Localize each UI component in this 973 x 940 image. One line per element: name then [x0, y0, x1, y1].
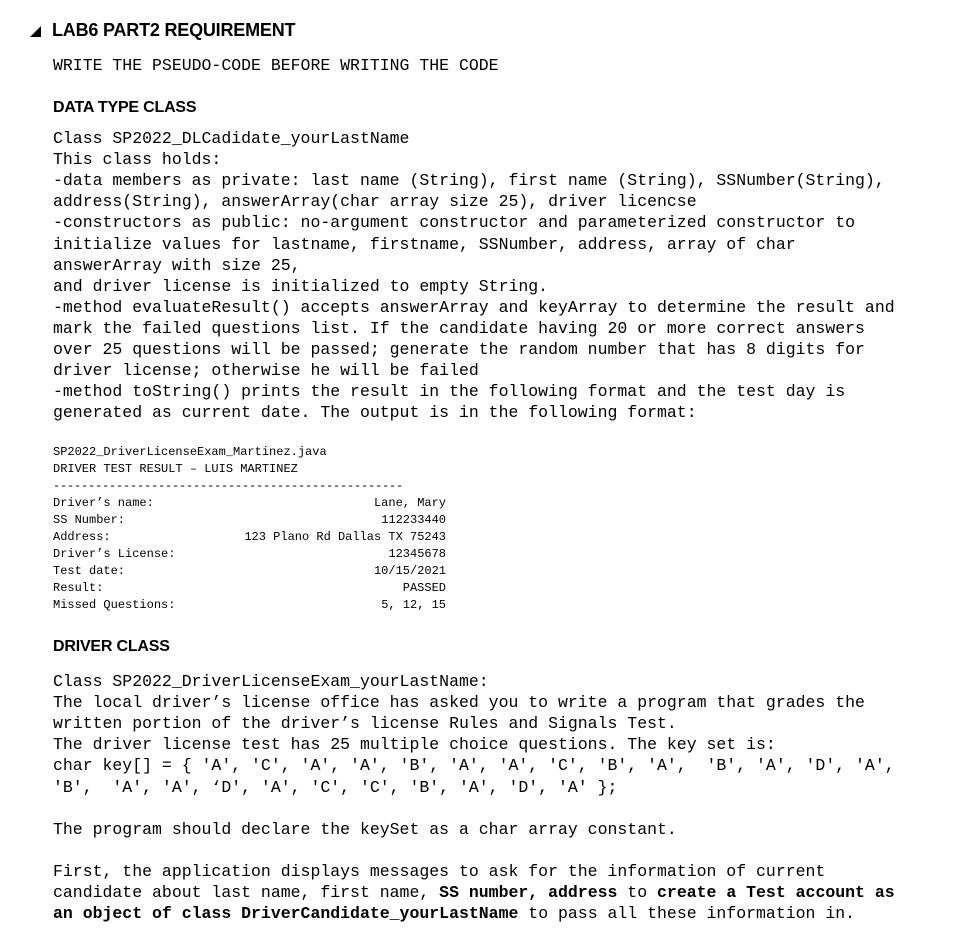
data-type-line: -method evaluateResult() accepts answerArray and keyArray to determine the result and [53, 297, 895, 317]
sample-row-label: Address: [53, 530, 111, 544]
data-type-line: -data members as private: last name (String), first name (String), SSNumber(String), [53, 171, 885, 191]
driver-class-line: The local driver’s license office has asked you to write a program that grades the [53, 693, 865, 713]
page-title: LAB6 PART2 REQUIREMENT [52, 20, 296, 40]
driver-class-line: written portion of the driver’s license Rules and Signals Test. [53, 714, 677, 734]
constant-line: The program should declare the keySet as a char array constant. [53, 820, 677, 839]
data-type-heading: DATA TYPE CLASS [53, 99, 197, 116]
sample-row-value: 123 Plano Rd Dallas TX 75243 [244, 530, 446, 544]
data-type-line: This class holds: [53, 150, 222, 170]
bold-segment: create a Test account as [657, 883, 895, 902]
collapse-triangle-icon[interactable] [30, 26, 41, 37]
data-type-line: address(String), answerArray(char array size 25), driver licencse [53, 192, 697, 212]
sample-row-value: 10/15/2021 [373, 564, 446, 578]
data-type-line: -constructors as public: no-argument constructor and parameterized constructor to [53, 213, 856, 233]
sample-file-name: SP2022_DriverLicenseExam_Martinez.java [53, 445, 327, 459]
data-type-line: initialize values for lastname, firstname, SSNumber, address, array of char [53, 234, 796, 254]
bold-segment: SS number, address [429, 883, 618, 902]
sample-row-value: 5, 12, 15 [381, 598, 446, 612]
driver-class-line: char key[] = { 'A', 'C', 'A', 'A', 'B', 'A', 'A', 'C', 'B', 'A', 'B', 'A', 'D', 'A', [53, 756, 895, 776]
driver-class-line: 'B', 'A', 'A', ‘D', 'A', 'C', 'C', 'B', 'A', 'D', 'A' }; [53, 777, 618, 797]
final-paragraph-line-3 [53, 903, 855, 924]
data-type-line: Class SP2022_DLCadidate_yourLastName [53, 129, 410, 148]
sample-row-label: Test date: [53, 564, 126, 578]
sample-row-value: Lane, Mary [373, 496, 446, 510]
sample-row-label: Driver’s name: [53, 496, 154, 510]
sample-separator: -------------------------------------------------- [53, 479, 404, 493]
driver-class-line: The driver license test has 25 multiple choice questions. The key set is: [53, 735, 776, 755]
sample-row-value: 12345678 [388, 547, 446, 561]
data-type-line: driver license; otherwise he will be failed [53, 361, 479, 381]
data-type-line: over 25 questions will be passed; generate the random number that has 8 digits for [53, 340, 865, 359]
text-segment: candidate about last name, first name, [53, 883, 430, 902]
sample-row-label: Missed Questions: [53, 598, 176, 612]
sample-header: DRIVER TEST RESULT – LUIS MARTINEZ [53, 462, 298, 476]
driver-class-line: Class SP2022_DriverLicenseExam_yourLastName: [53, 672, 489, 691]
data-type-line: generated as current date. The output is in the following format: [53, 403, 697, 423]
data-type-line: and driver license is initialized to empty String. [53, 276, 549, 296]
final-paragraph-line-1: First, the application displays messages to ask for the information of current [53, 862, 826, 881]
sample-row-value: PASSED [402, 581, 446, 595]
driver-class-heading: DRIVER CLASS [53, 638, 170, 655]
sample-row-label: Driver’s License: [53, 547, 176, 561]
bold-segment: an object of class DriverCandidate_yourLastName [53, 904, 519, 923]
data-type-line: answerArray with size 25, [53, 255, 301, 275]
data-type-line: -method toString() prints the result in the following format and the test day is [53, 382, 846, 402]
sample-row-label: SS Number: [53, 513, 126, 527]
sample-row-label: Result: [53, 581, 104, 595]
text-segment: to pass all these information in. [518, 904, 856, 923]
final-paragraph-line-2 [53, 882, 895, 903]
text-segment: to [617, 883, 658, 902]
sample-row-value: 112233440 [381, 513, 446, 527]
instruction-line: WRITE THE PSEUDO-CODE BEFORE WRITING THE CODE [53, 56, 499, 75]
data-type-line: mark the failed questions list. If the candidate having 20 or more correct answers [53, 318, 865, 338]
